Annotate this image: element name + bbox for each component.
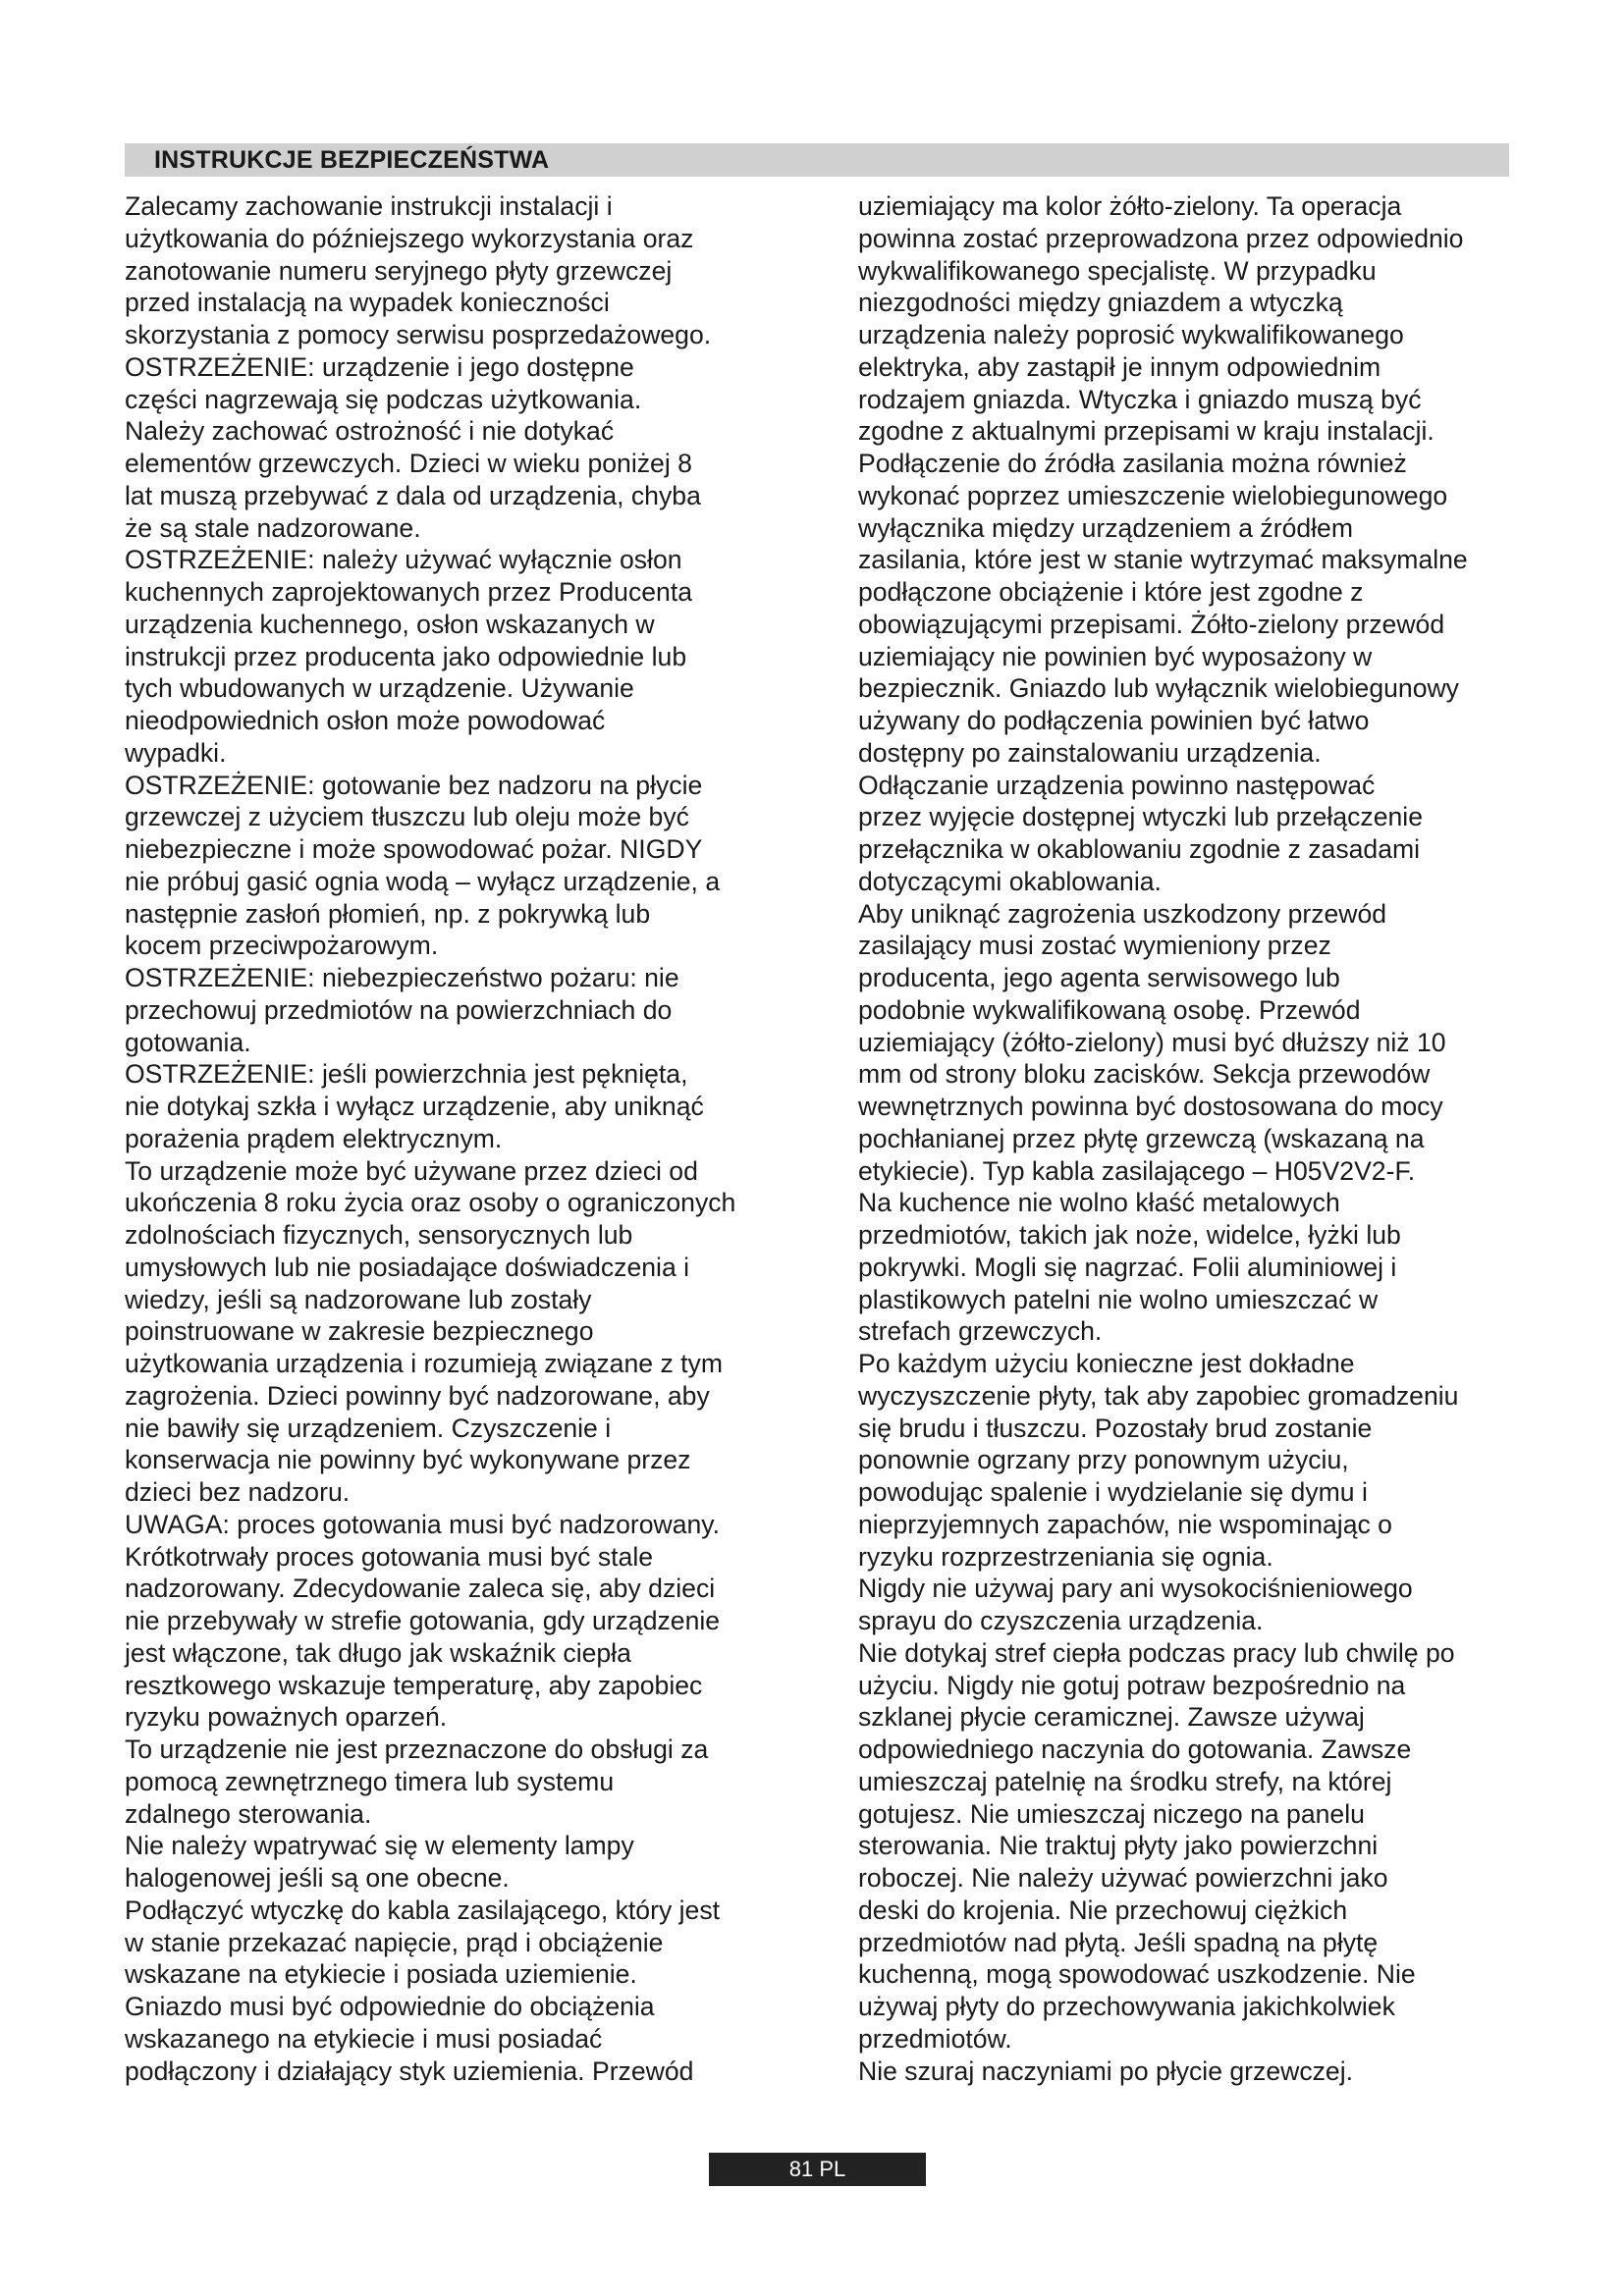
text-line: wskazane na etykiecie i posiada uziemienie. [125, 1959, 637, 1990]
text-line: uziemiający (żółto-zielony) musi być dłuższy niż 10 [858, 1027, 1446, 1057]
text-line: dzieci bez nadzoru. [125, 1477, 351, 1507]
text-line: pomocą zewnętrznego timera lub systemu [125, 1766, 615, 1796]
text-line: Nie dotykaj stref ciepła podczas pracy lub chwilę po [858, 1637, 1455, 1668]
text-line: UWAGA: proces gotowania musi być nadzorowany. [125, 1509, 721, 1539]
text-line: plastikowych patelni nie wolno umieszczać w [858, 1284, 1379, 1314]
text-line: dotyczącymi okablowania. [858, 866, 1162, 896]
text-line: wskazanego na etykiecie i musi posiadać [125, 2023, 603, 2054]
text-line: użytkowania do późniejszego wykorzystania oraz [125, 223, 694, 253]
text-line: odpowiedniego naczynia do gotowania. Zawsze [858, 1735, 1412, 1764]
text-line: Nigdy nie używaj pary ani wysokociśnieniowego [858, 1574, 1413, 1604]
text-line: kuchennych zaprojektowanych przez Producenta [125, 577, 693, 607]
text-line: przedmiotów, takich jak noże, widelce, łyżki lub [858, 1220, 1401, 1250]
text-line: resztkowego wskazuje temperaturę, aby zapobiec [125, 1670, 703, 1700]
text-line: zgodne z aktualnymi przepisami w kraju instalacji. [858, 416, 1435, 447]
text-line: przełącznika w okablowaniu zgodnie z zasadami [858, 834, 1421, 864]
text-line: się brudu i tłuszczu. Pozostały brud zostanie [858, 1413, 1373, 1443]
section-header-band [125, 143, 1509, 177]
text-line: w stanie przekazać napięcie, prąd i obciążenie [125, 1927, 664, 1957]
text-line: zasilający musi zostać wymieniony przez [858, 931, 1331, 961]
text-line: dostępny po zainstalowaniu urządzenia. [858, 737, 1322, 768]
text-line: Zalecamy zachowanie instrukcji instalacji i [125, 191, 613, 221]
text-line: uziemiający nie powinien być wyposażony w [858, 641, 1373, 671]
text-line: Podłączyć wtyczkę do kabla zasilającego, który jest [125, 1895, 721, 1925]
text-line: niebezpieczne i może spowodować pożar. NIGDY [125, 834, 703, 864]
text-line: urządzenia kuchennego, osłon wskazanych w [125, 609, 655, 639]
text-line: użytkowania urządzenia i rozumieją związane z tym [125, 1349, 723, 1378]
text-line: poinstruowane w zakresie bezpiecznego [125, 1316, 594, 1347]
text-line: podobnie wykwalifikowaną osobę. Przewód [858, 994, 1361, 1025]
text-line: gotowania. [125, 1027, 251, 1057]
text-line: instrukcji przez producenta jako odpowiednie lub [125, 641, 687, 671]
text-line: producenta, jego agenta serwisowego lub [858, 963, 1340, 992]
text-line: niezgodności między gniazdem a wtyczką [858, 288, 1343, 318]
text-line: ukończenia 8 roku życia oraz osoby o ograniczonych [125, 1188, 736, 1218]
text-line: przed instalacją na wypadek konieczności [125, 288, 610, 318]
text-line: zasilania, które jest w stanie wytrzymać maksymalne [858, 545, 1468, 575]
text-line: użyciu. Nigdy nie gotuj potraw bezpośrednio na [858, 1670, 1406, 1700]
text-line: wewnętrznych powinna być dostosowana do mocy [858, 1092, 1443, 1121]
text-line: przechowuj przedmiotów na powierzchniach do [125, 994, 673, 1025]
text-line: ryzyku poważnych oparzeń. [125, 1702, 448, 1733]
text-line: OSTRZEŻENIE: urządzenie i jego dostępne [125, 351, 634, 382]
text-line: umysłowych lub nie posiadające doświadczenia i [125, 1252, 690, 1282]
text-line: zdolnościach fizycznych, sensorycznych lub [125, 1220, 633, 1250]
text-line: powodując spalenie i wydzielanie się dymu i [858, 1477, 1368, 1507]
text-line: przez wyjęcie dostępnej wtyczki lub przełączenie [858, 802, 1423, 832]
text-line: urządzenia należy poprosić wykwalifikowanego [858, 320, 1404, 349]
text-line: halogenowej jeśli są one obecne. [125, 1863, 510, 1893]
text-line: że są stale nadzorowane. [125, 512, 421, 543]
text-line: nie dotykaj szkła i wyłącz urządzenie, aby uniknąć [125, 1092, 704, 1121]
text-line: roboczej. Nie należy używać powierzchni jako [858, 1863, 1388, 1893]
text-line: Krótkotrwały proces gotowania musi być stale [125, 1541, 654, 1572]
text-line: OSTRZEŻENIE: jeśli powierzchnia jest pęknięta, [125, 1059, 688, 1090]
text-line: powinna zostać przeprowadzona przez odpowiednio [858, 223, 1464, 253]
text-line: Na kuchence nie wolno kłaść metalowych [858, 1188, 1340, 1218]
text-line: etykiecie). Typ kabla zasilającego – H05V2V2-F. [858, 1155, 1416, 1186]
text-line: kocem przeciwpożarowym. [125, 931, 439, 961]
text-line: umieszczaj patelnię na środku strefy, na której [858, 1766, 1392, 1796]
text-line: Podłączenie do źródła zasilania można również [858, 449, 1407, 478]
text-line: przedmiotów nad płytą. Jeśli spadną na płytę [858, 1927, 1379, 1957]
text-line: części nagrzewają się podczas użytkowania. [125, 384, 642, 414]
text-line: jest włączone, tak długo jak wskaźnik ciepła [125, 1637, 631, 1668]
text-line: lat muszą przebywać z dala od urządzenia, chyba [125, 480, 701, 510]
text-line: Należy zachować ostrożność i nie dotykać [125, 416, 615, 447]
text-line: elementów grzewczych. Dzieci w wieku poniżej 8 [125, 449, 692, 478]
text-line: OSTRZEŻENIE: niebezpieczeństwo pożaru: nie [125, 963, 679, 992]
text-line: obowiązującymi przepisami. Żółto-zielony przewód [858, 609, 1445, 639]
text-line: używaj płyty do przechowywania jakichkolwiek [858, 1992, 1395, 2021]
text-line: następnie zasłoń płomień, np. z pokrywką lub [125, 898, 651, 929]
text-line: zagrożenia. Dzieci powinny być nadzorowane, aby [125, 1380, 710, 1411]
text-line: Odłączanie urządzenia powinno następować [858, 770, 1376, 800]
text-line: porażenia prądem elektrycznym. [125, 1123, 503, 1153]
text-line: przedmiotów. [858, 2023, 1012, 2054]
text-line: To urządzenie nie jest przeznaczone do obsługi za [125, 1735, 709, 1764]
text-line: wykonać poprzez umieszczenie wielobiegunowego [858, 480, 1448, 510]
text-line: elektryka, aby zastąpił je innym odpowiednim [858, 351, 1381, 382]
text-line: rodzajem gniazda. Wtyczka i gniazdo muszą być [858, 384, 1422, 414]
text-line: mm od strony bloku zacisków. Sekcja przewodów [858, 1059, 1431, 1090]
text-line: konserwacja nie powinny być wykonywane przez [125, 1445, 691, 1475]
text-line: skorzystania z pomocy serwisu posprzedażowego. [125, 320, 712, 349]
text-line: wiedzy, jeśli są nadzorowane lub zostały [125, 1284, 592, 1314]
text-line: strefach grzewczych. [858, 1316, 1103, 1347]
text-line: tych wbudowanych w urządzenie. Używanie [125, 673, 634, 704]
text-line: nadzorowany. Zdecydowanie zaleca się, aby dzieci [125, 1574, 716, 1604]
text-line: wykwalifikowanego specjalistę. W przypadku [858, 255, 1377, 286]
text-line: ryzyku rozprzestrzeniania się ognia. [858, 1541, 1273, 1572]
text-line: Nie należy wpatrywać się w elementy lampy [125, 1831, 634, 1861]
text-line: wyczyszczenie płyty, tak aby zapobiec gromadzeniu [858, 1380, 1459, 1411]
page-number: 81 PL [709, 2153, 926, 2186]
section-title: INSTRUKCJE BEZPIECZEŃSTWA [154, 146, 550, 174]
text-line: Gniazdo musi być odpowiednie do obciążenia [125, 1992, 655, 2021]
text-line: uziemiający ma kolor żółto-zielony. Ta operacja [858, 191, 1402, 221]
text-line: kuchenną, mogą spowodować uszkodzenie. Nie [858, 1959, 1416, 1990]
text-line: grzewczej z użyciem tłuszczu lub oleju może być [125, 802, 689, 832]
text-line: sprayu do czyszczenia urządzenia. [858, 1606, 1264, 1635]
text-line: używany do podłączenia powinien być łatwo [858, 706, 1370, 735]
text-line: nie próbuj gasić ognia wodą – wyłącz urządzenie, a [125, 866, 721, 896]
text-line: nieodpowiednich osłon może powodować [125, 706, 606, 735]
text-line: wypadki. [125, 737, 227, 768]
text-line: szklanej płycie ceramicznej. Zawsze używaj [858, 1702, 1365, 1733]
text-line: podłączony i działający styk uziemienia. Przewód [125, 2056, 694, 2086]
text-line: Nie szuraj naczyniami po płycie grzewczej. [858, 2056, 1353, 2086]
text-line: nie przebywały w strefie gotowania, gdy urządzenie [125, 1606, 721, 1635]
text-line: OSTRZEŻENIE: gotowanie bez nadzoru na płycie [125, 770, 703, 800]
text-line: gotujesz. Nie umieszczaj niczego na panelu [858, 1798, 1365, 1829]
text-line: zdalnego sterowania. [125, 1798, 372, 1829]
text-line: Aby uniknąć zagrożenia uszkodzony przewód [858, 898, 1387, 929]
right-text-column [858, 190, 1545, 2087]
text-line: Po każdym użyciu konieczne jest dokładne [858, 1349, 1355, 1378]
left-text-column [125, 190, 812, 2087]
text-line: OSTRZEŻENIE: należy używać wyłącznie osłon [125, 545, 682, 575]
text-line: zanotowanie numeru seryjnego płyty grzewczej [125, 255, 673, 286]
text-line: pochłanianej przez płytę grzewczą (wskazaną na [858, 1123, 1425, 1153]
text-line: deski do krojenia. Nie przechowuj ciężkich [858, 1895, 1348, 1925]
text-line: ponownie ogrzany przy ponownym użyciu, [858, 1445, 1349, 1475]
text-line: To urządzenie może być używane przez dzieci od [125, 1155, 698, 1186]
text-line: sterowania. Nie traktuj płyty jako powierzchni [858, 1831, 1379, 1861]
text-line: bezpiecznik. Gniazdo lub wyłącznik wielobiegunowy [858, 673, 1459, 704]
text-line: nieprzyjemnych zapachów, nie wspominając o [858, 1509, 1392, 1539]
text-line: podłączone obciążenie i które jest zgodne z [858, 577, 1364, 607]
text-line: pokrywki. Mogli się nagrzać. Folii aluminiowej i [858, 1252, 1397, 1282]
text-line: nie bawiły się urządzeniem. Czyszczenie i [125, 1413, 612, 1443]
text-line: wyłącznika między urządzeniem a źródłem [858, 512, 1353, 543]
